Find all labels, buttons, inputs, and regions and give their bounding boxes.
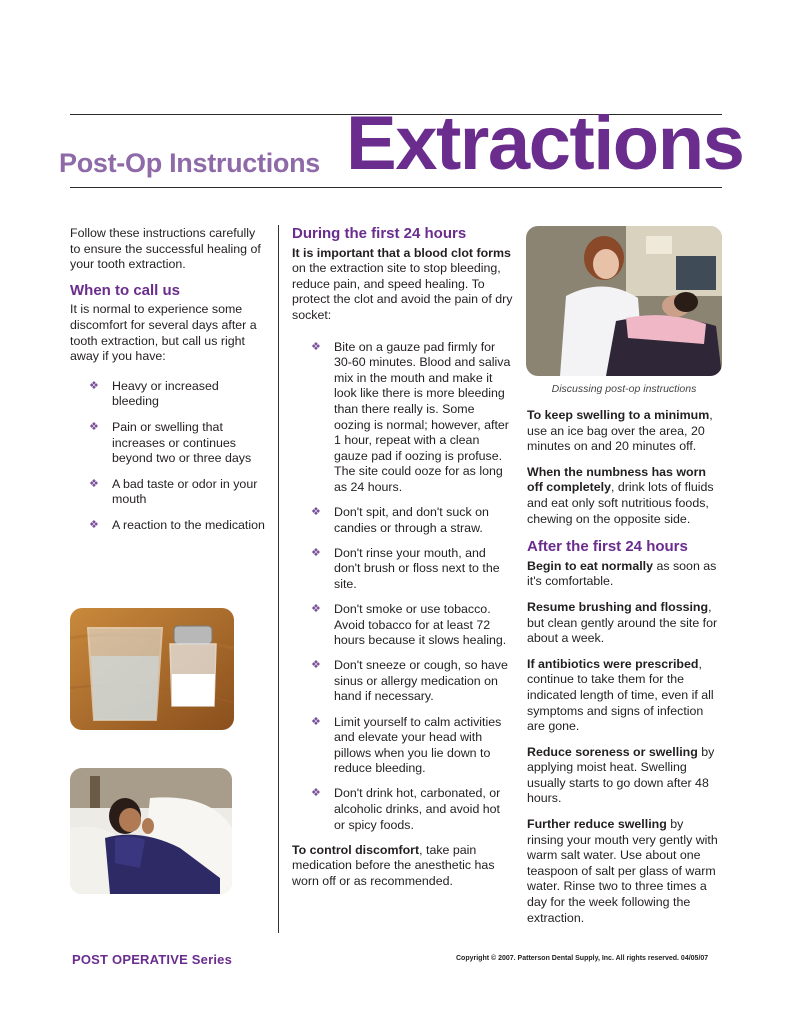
diamond-bullet-icon: ❖ <box>311 715 321 728</box>
list-item: ❖ A bad taste or odor in your mouth <box>89 476 258 507</box>
list-item: ❖ Heavy or increased bleeding <box>89 378 219 409</box>
first-24-hours-list <box>292 340 514 834</box>
numbness-text: When the numbness has worn off completely, drink lots of fluids and eat only soft nutritious foods, chewing on the opposite side. <box>527 464 714 526</box>
column-divider <box>278 225 279 933</box>
list-item: ❖ Don't spit, and don't suck on candies or through a straw. <box>311 505 489 535</box>
diamond-bullet-icon: ❖ <box>311 659 321 672</box>
series-label: POST OPERATIVE Series <box>72 952 233 967</box>
list-item: ❖ Pain or swelling that increases or continues beyond two or three days <box>89 419 252 466</box>
intro-text: Follow these instructions carefully to ensure the successful healing of your tooth extraction. <box>70 226 261 272</box>
copyright-notice: Copyright © 2007. Patterson Dental Supply, Inc. All rights reserved. 04/05/07 <box>456 955 709 962</box>
antibiotics-text: If antibiotics were prescribed, continue to take them for the indicated length of time, even if all symptoms and signs of infection are gone. <box>527 656 714 734</box>
list-item: ❖ Bite on a gauze pad firmly for 30-60 minutes. Blood and saliva mix in the mouth and make it look like there is more bleeding than there really is. Some oozing is normal; however, after 1 hour, repeat with a clean gauze pad if oozing is profuse. The site could ooze for as long as 24 hours. <box>311 339 511 494</box>
diamond-bullet-icon: ❖ <box>311 787 321 800</box>
diamond-bullet-icon: ❖ <box>89 518 99 531</box>
salt-water-photo <box>70 608 234 730</box>
list-item: ❖ Don't smoke or use tobacco. Avoid tobacco for at least 72 hours because it slows healing. <box>311 601 507 648</box>
header-bottom-rule <box>70 187 722 188</box>
soreness-text: Reduce soreness or swelling by applying moist heat. Swelling usually starts to go down after 48 hours. <box>527 744 715 806</box>
middle-column <box>292 226 514 899</box>
list-item: ❖ Don't sneeze or cough, so have sinus or allergy medication on hand if necessary. <box>311 658 508 704</box>
list-item: ❖ Don't drink hot, carbonated, or alcoholic drinks, and avoid hot or spicy foods. <box>311 786 501 832</box>
diamond-bullet-icon: ❖ <box>311 602 321 615</box>
brushing-text: Resume brushing and flossing, but clean gently around the site for about a week. <box>527 599 718 646</box>
diamond-bullet-icon: ❖ <box>89 477 99 490</box>
eat-normally-text: Begin to eat normally as soon as it's comfortable. <box>527 558 717 589</box>
control-discomfort-text: To control discomfort, take pain medication before the anesthetic has worn off or as recommended. <box>292 842 495 888</box>
left-column <box>70 226 266 544</box>
rinse-text: Further reduce swelling by rinsing your mouth very gently with warm salt water. Use about one teaspoon of salt per glass of warm water. Rinse two to three times a day for the week following the extraction. <box>527 817 718 925</box>
swelling-minimum-text: To keep swelling to a minimum, use an ice bag over the area, 20 minutes on and 20 minutes off. <box>527 408 713 454</box>
diamond-bullet-icon: ❖ <box>89 379 99 392</box>
diamond-bullet-icon: ❖ <box>89 420 99 433</box>
first-24-hours-heading: During the first 24 hours <box>292 225 467 242</box>
when-to-call-heading: When to call us <box>70 281 181 299</box>
call-reasons-list <box>70 379 266 534</box>
diamond-bullet-icon: ❖ <box>311 546 321 559</box>
after-24-hours-heading: After the first 24 hours <box>527 538 688 556</box>
right-column <box>527 408 722 936</box>
page-subtitle: Post-Op Instructions <box>59 148 321 178</box>
photo-caption: Discussing post-op instructions <box>551 383 697 395</box>
when-to-call-text: It is normal to experience some discomfort for several days after a tooth extraction, but call us right away if you have: <box>70 302 257 364</box>
dentist-consultation-photo <box>526 226 722 376</box>
list-item: ❖ Limit yourself to calm activities and elevate your head with pillows when you lie down to reduce bleeding. <box>311 714 502 776</box>
diamond-bullet-icon: ❖ <box>311 340 321 353</box>
patient-resting-photo <box>70 768 232 894</box>
blood-clot-text: It is important that a blood clot forms on the extraction site to stop bleeding, reduce pain, and speed healing. To protect the clot and avoid the pain of dry socket: <box>292 245 513 322</box>
page-title: Extractions <box>346 101 744 186</box>
list-item: ❖ A reaction to the medication <box>89 517 265 532</box>
diamond-bullet-icon: ❖ <box>311 506 321 518</box>
list-item: ❖ Don't rinse your mouth, and don't brush or floss next to the site. <box>311 545 500 591</box>
